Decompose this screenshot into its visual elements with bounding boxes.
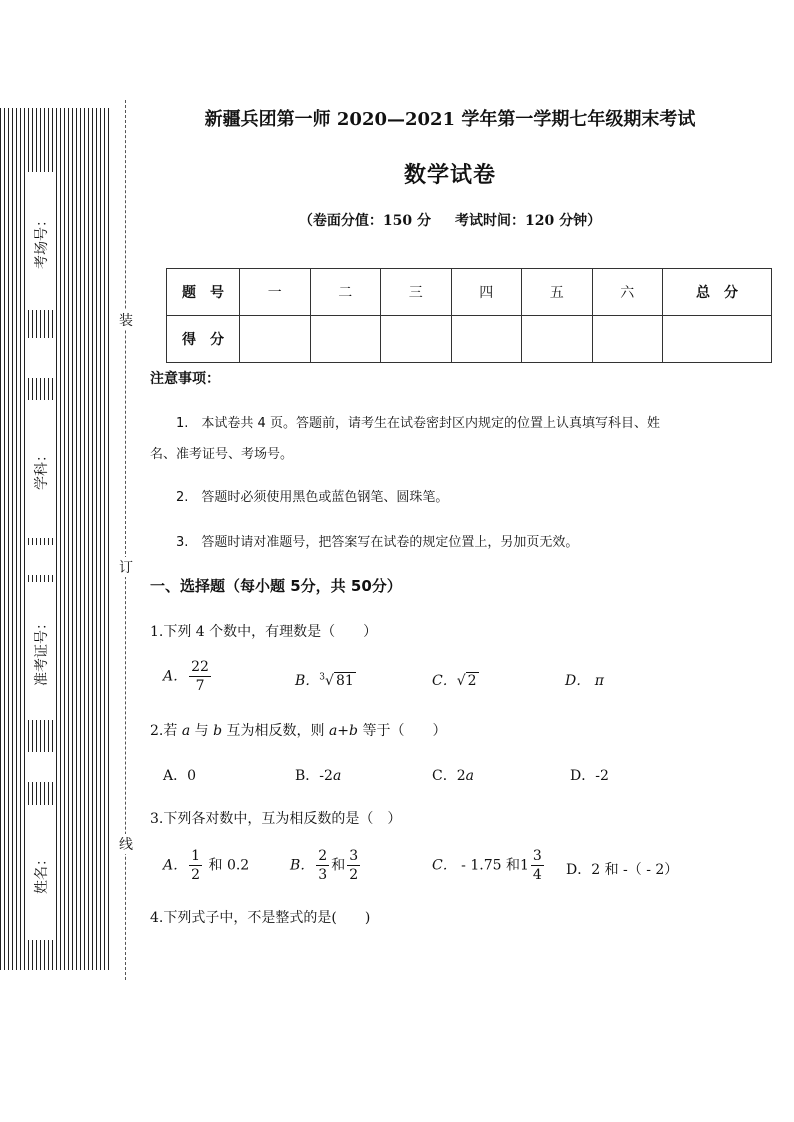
cut-word-xian: 线 xyxy=(119,834,133,854)
q1-option-c[interactable]: C．√ 2 xyxy=(432,673,477,689)
subject-field: 学科： xyxy=(26,400,56,538)
score-cell[interactable] xyxy=(381,316,452,363)
cut-word-ding: 订 xyxy=(119,557,133,577)
q1-option-a[interactable]: A． $\frac{22}{7}$ xyxy=(163,659,209,694)
time-info: 考试时间：120 分钟） xyxy=(455,213,602,229)
fraction: $\frac{22}{7}$ xyxy=(191,659,209,694)
q3-option-d[interactable]: D．2 和 -（ - 2） xyxy=(566,862,679,878)
notice-item: 2. 答题时必须使用黑色或蓝色钢笔、圆珠笔。 xyxy=(176,490,449,505)
binding-strip xyxy=(0,108,112,970)
section-heading: 一、选择题（每小题 5分，共 50分） xyxy=(150,577,402,595)
admission-number-field: 准考证号： xyxy=(26,582,56,720)
q1-option-b[interactable]: B．$^3$√ 81 xyxy=(295,672,354,689)
score-cell[interactable] xyxy=(522,316,593,363)
q2-option-d[interactable]: D．-2 xyxy=(570,768,609,784)
table-cell: 四 xyxy=(451,269,522,316)
q2-option-c[interactable]: C．2a xyxy=(432,768,474,784)
name-field: 姓名： xyxy=(26,805,56,940)
exam-subtitle: 数学试卷 xyxy=(403,162,496,188)
table-cell: 五 xyxy=(522,269,593,316)
notice-item: 名、准考证号、考场号。 xyxy=(150,447,294,462)
exam-title: 新疆兵团第一师 2020—2021 学年第一学期七年级期末考试 xyxy=(204,109,696,130)
blank-box xyxy=(26,752,56,782)
table-cell: 三 xyxy=(381,269,452,316)
table-row xyxy=(167,269,772,316)
q1-option-d[interactable]: D． π xyxy=(565,673,604,689)
score-cell[interactable] xyxy=(451,316,522,363)
table-cell: 总 分 xyxy=(663,269,772,316)
notice-title: 注意事项： xyxy=(150,371,220,387)
score-cell[interactable] xyxy=(310,316,381,363)
q3-option-b[interactable]: B． $\frac{2}{3}$ 和 $\frac{3}{2}$ xyxy=(290,848,359,883)
q2-option-a[interactable]: A．0 xyxy=(163,768,197,784)
q2-option-b[interactable]: B．-2a xyxy=(295,768,342,784)
cut-word-zhuang: 装 xyxy=(119,310,133,330)
table-cell: 二 xyxy=(310,269,381,316)
table-cell: 六 xyxy=(592,269,663,316)
exam-info xyxy=(140,210,760,230)
fraction: $\frac{3}{2}$ xyxy=(349,848,359,883)
blank-box xyxy=(26,545,56,575)
question-2-stem: 2.若 a 与 b 互为相反数，则 a+b 等于（ ） xyxy=(150,723,447,739)
q3-option-a[interactable]: A． $\frac{1}{2}$ 和 0.2 xyxy=(163,848,250,883)
table-row xyxy=(167,316,772,363)
question-3-stem: 3.下列各对数中，互为相反数的是（ ） xyxy=(150,811,402,827)
fraction: $\frac{3}{4}$ xyxy=(532,848,542,883)
q3-option-c[interactable]: C． - 1.75 和1 $\frac{3}{4}$ xyxy=(432,848,542,883)
blank-box xyxy=(26,338,56,378)
score-cell[interactable] xyxy=(592,316,663,363)
table-cell: 题 号 xyxy=(167,269,240,316)
notice-item: 1. 本试卷共 4 页。答题前，请考生在试卷密封区内规定的位置上认真填写科目、姓 xyxy=(176,416,660,431)
score-cell[interactable] xyxy=(240,316,311,363)
score-table xyxy=(166,268,772,363)
fraction: $\frac{1}{2}$ xyxy=(191,848,201,883)
question-4-stem: 4.下列式子中，不是整式的是( ) xyxy=(150,910,371,926)
table-cell: 得 分 xyxy=(167,316,240,363)
table-cell: 一 xyxy=(240,269,311,316)
score-info: （卷面分值：150 分 xyxy=(298,213,431,229)
exam-room-field: 考场号： xyxy=(26,172,56,310)
fraction: $\frac{2}{3}$ xyxy=(318,848,328,883)
notice-item: 3. 答题时请对准题号，把答案写在试卷的规定位置上，另加页无效。 xyxy=(176,535,579,550)
score-cell[interactable] xyxy=(663,316,772,363)
question-1-stem: 1.下列 4 个数中，有理数是（ ） xyxy=(150,624,378,640)
